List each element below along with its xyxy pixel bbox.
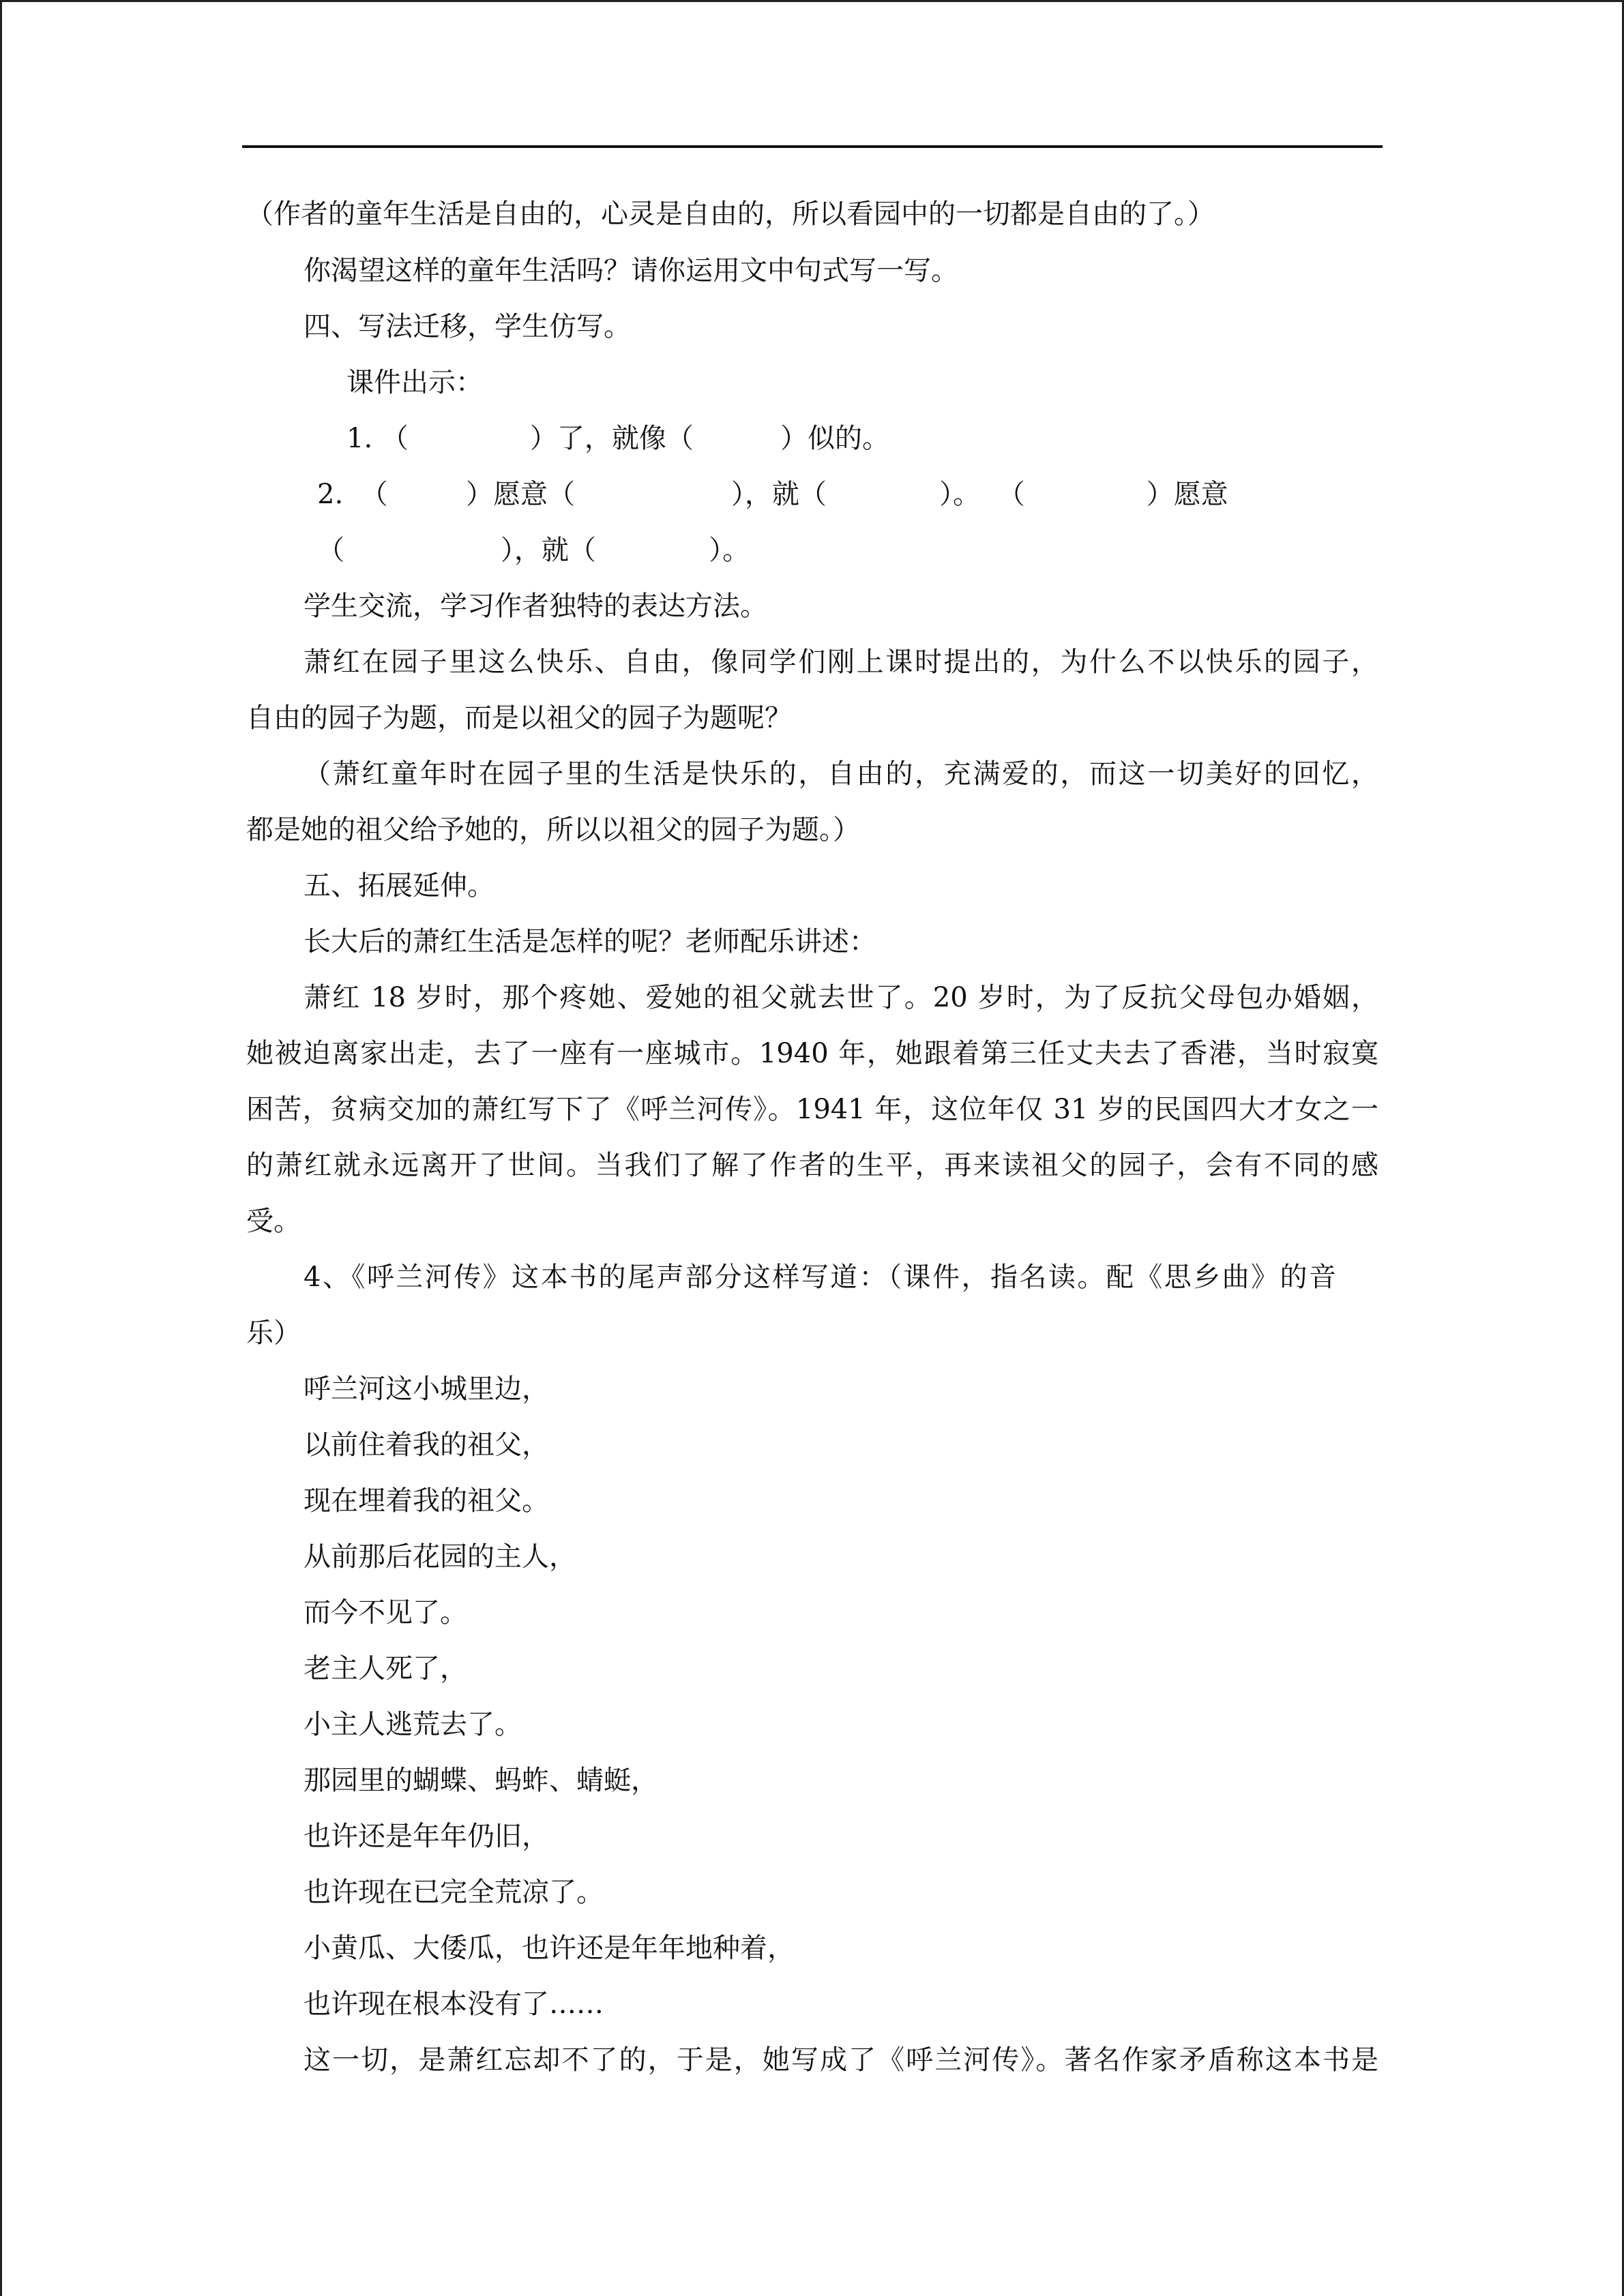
header-rule <box>242 145 1383 148</box>
poem-line: 从前那后花园的主人， <box>304 1541 576 1572</box>
paragraph-line: 都是她的祖父给予她的，所以以祖父的园子为题。） <box>246 814 860 846</box>
poem-line: 也许现在已完全荒凉了。 <box>304 1877 604 1908</box>
page-border-left <box>0 0 2 2296</box>
poem-line: 以前住着我的祖父， <box>304 1429 549 1461</box>
paragraph-line: 萧红在园子里这么快乐、自由，像同学们刚上课时提出的，为什么不以快乐的园子， <box>304 646 1378 678</box>
paragraph-line: 4、《呼兰河传》这本书的尾声部分这样写道：（课件，指名读。配《思乡曲》的音 <box>304 1262 1336 1293</box>
page-border-top <box>0 0 1624 2</box>
poem-line: 呼兰河这小城里边， <box>304 1373 549 1405</box>
section-heading: 五、拓展延伸。 <box>304 870 494 901</box>
section-heading: 四、写法迁移，学生仿写。 <box>304 311 631 342</box>
paragraph-line: 这一切，是萧红忘却不了的，于是，她写成了《呼兰河传》。著名作家矛盾称这本书是 <box>304 2044 1378 2076</box>
exercise-line: （ ），就（ ）。 <box>317 535 750 566</box>
paragraph-line: 的萧红就永远离开了世间。当我们了解了作者的生平，再来读祖父的园子，会有不同的感 <box>246 1150 1378 1181</box>
paragraph-line: 长大后的萧红生活是怎样的呢？老师配乐讲述： <box>304 926 876 957</box>
paragraph-line: （萧红童年时在园子里的生活是快乐的，自由的，充满爱的，而这一切美好的回忆， <box>304 758 1378 790</box>
poem-line: 而今不见了。 <box>304 1597 467 1628</box>
paragraph-line: 自由的园子为题，而是以祖父的园子为题呢？ <box>246 702 792 734</box>
paragraph-line: 课件出示： <box>346 367 483 398</box>
paragraph-line: 她被迫离家出走，去了一座有一座城市。1940 年，她跟着第三任丈夫去了香港，当时寂寞 <box>246 1038 1378 1069</box>
exercise-line: 1. （ ）了，就像（ ）似的。 <box>346 423 890 454</box>
poem-line: 老主人死了， <box>304 1653 467 1684</box>
paragraph-line: 学生交流，学习作者独特的表达方法。 <box>304 591 767 622</box>
poem-line: 也许还是年年仍旧， <box>304 1821 549 1852</box>
paragraph-line: （作者的童年生活是自由的，心灵是自由的，所以看园中的一切都是自由的了。） <box>246 198 1215 230</box>
paragraph-line: 萧红 18 岁时，那个疼她、爱她的祖父就去世了。20 岁时，为了反抗父母包办婚姻， <box>304 982 1378 1013</box>
paragraph-line: 你渴望这样的童年生活吗？请你运用文中句式写一写。 <box>304 255 958 286</box>
poem-line: 那园里的蝴蝶、蚂蚱、蜻蜓， <box>304 1765 658 1796</box>
paragraph-line: 困苦，贫病交加的萧红写下了《呼兰河传》。1941 年，这位年仅 31 岁的民国四大才女之一 <box>246 1094 1378 1125</box>
poem-line: 小黄瓜、大倭瓜，也许还是年年地种着， <box>304 1933 795 1964</box>
poem-line: 小主人逃荒去了。 <box>304 1709 522 1740</box>
poem-line: 也许现在根本没有了…… <box>304 1988 604 2020</box>
poem-line: 现在埋着我的祖父。 <box>304 1485 549 1517</box>
exercise-line: 2. （ ）愿意（ ），就（ ）。 （ ）愿意 <box>317 479 1228 510</box>
paragraph-line: 受。 <box>246 1206 301 1237</box>
paragraph-line: 乐） <box>246 1317 301 1349</box>
